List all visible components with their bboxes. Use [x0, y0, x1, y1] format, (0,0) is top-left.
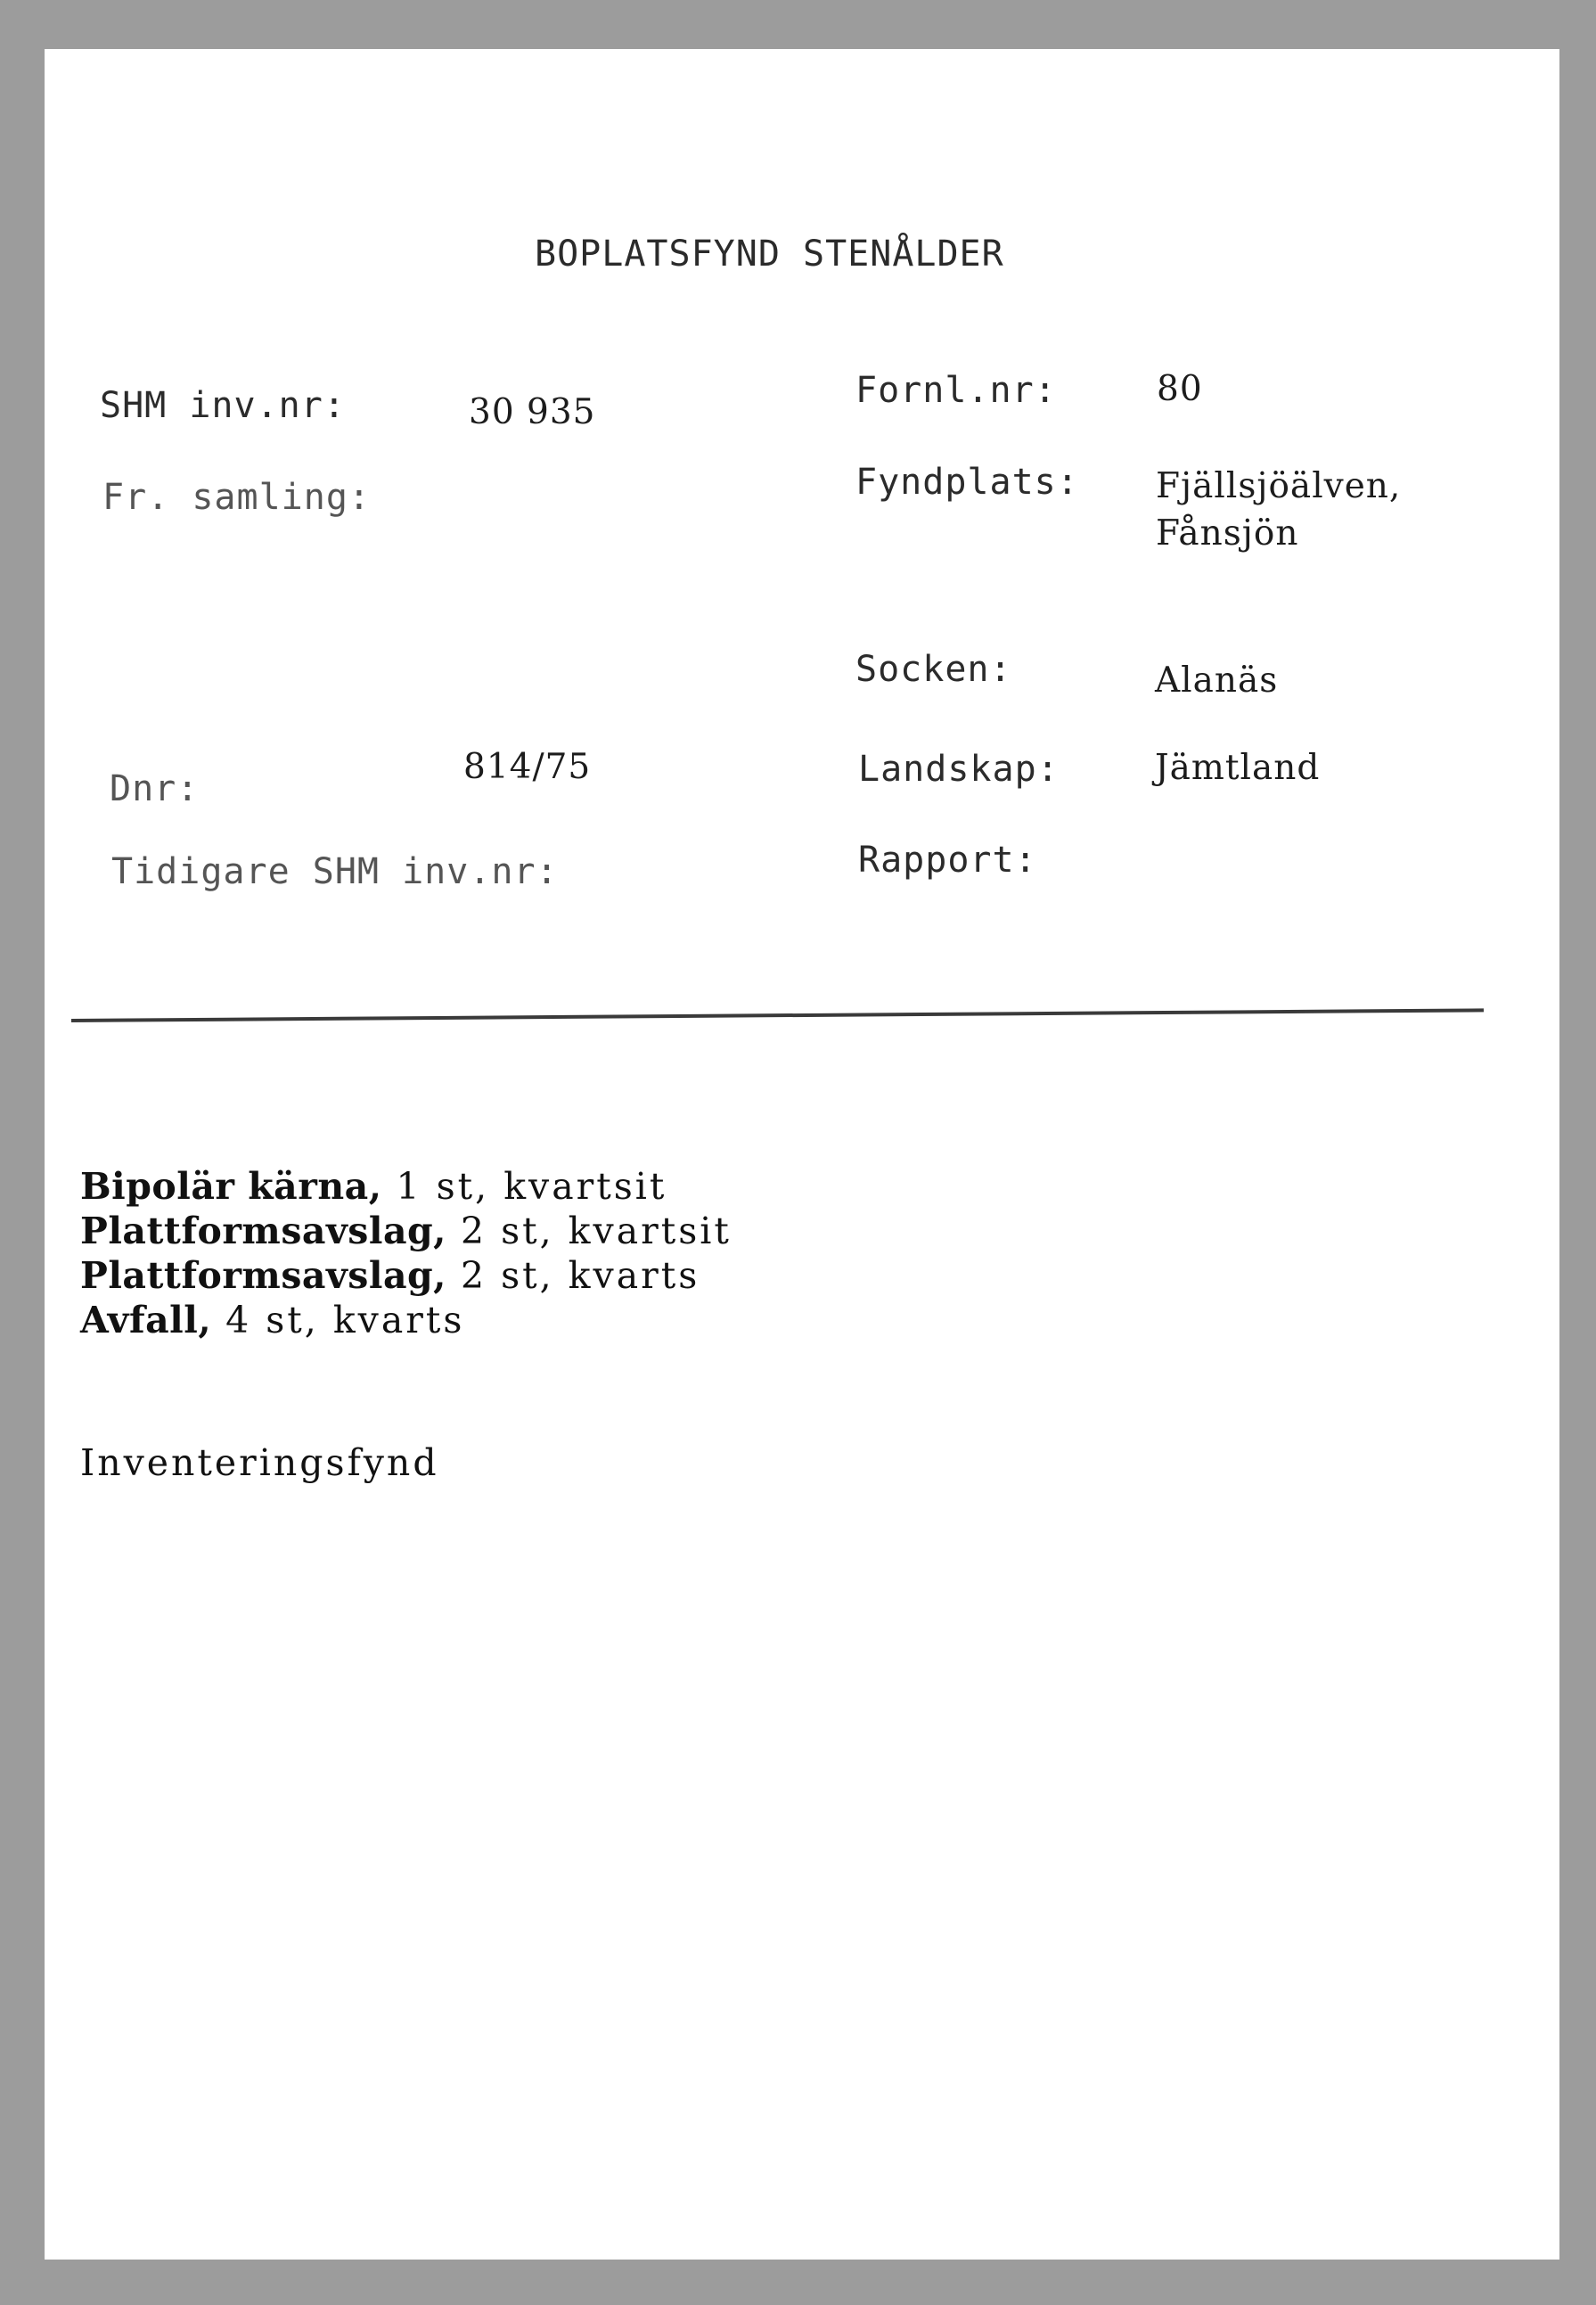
fyndplats-value-line2: Fånsjön	[1156, 513, 1299, 554]
dnr-value: 814/75	[463, 747, 592, 787]
find-item	[80, 1210, 732, 1252]
find-name: Bipolär kärna,	[80, 1165, 382, 1208]
socken-label: Socken:	[855, 649, 1012, 690]
find-name: Avfall,	[80, 1299, 212, 1341]
find-detail: 2 st, kvartsit	[446, 1210, 732, 1252]
landskap-value: Jämtland	[1155, 748, 1321, 788]
fornl-value: 80	[1157, 369, 1203, 409]
dnr-label: Dnr:	[110, 768, 200, 809]
find-name: Plattformsavslag,	[80, 1254, 446, 1297]
find-item	[80, 1254, 700, 1297]
fr-samling-label: Fr. samling:	[102, 477, 371, 518]
fornl-label: Fornl.nr:	[855, 370, 1057, 411]
find-item	[80, 1165, 667, 1208]
catalog-card	[45, 49, 1559, 2260]
shm-inv-label: SHM inv.nr:	[100, 385, 346, 426]
find-detail: 1 st, kvartsit	[381, 1165, 667, 1208]
find-detail: 4 st, kvarts	[211, 1299, 465, 1341]
tidigare-shm-label: Tidigare SHM inv.nr:	[111, 851, 559, 892]
fyndplats-value-line1: Fjällsjöälven,	[1156, 466, 1402, 506]
shm-inv-value: 30 935	[469, 392, 596, 432]
socken-value: Alanäs	[1155, 660, 1279, 701]
rapport-label: Rapport:	[858, 840, 1037, 881]
landskap-label: Landskap:	[858, 749, 1060, 790]
inventory-note: Inventeringsfynd	[80, 1441, 439, 1484]
fyndplats-label: Fyndplats:	[855, 462, 1079, 503]
find-item	[80, 1299, 464, 1341]
find-name: Plattformsavslag,	[80, 1210, 446, 1252]
card-title: BOPLATSFYND STENÅLDER	[535, 234, 1004, 275]
find-detail: 2 st, kvarts	[446, 1254, 700, 1297]
